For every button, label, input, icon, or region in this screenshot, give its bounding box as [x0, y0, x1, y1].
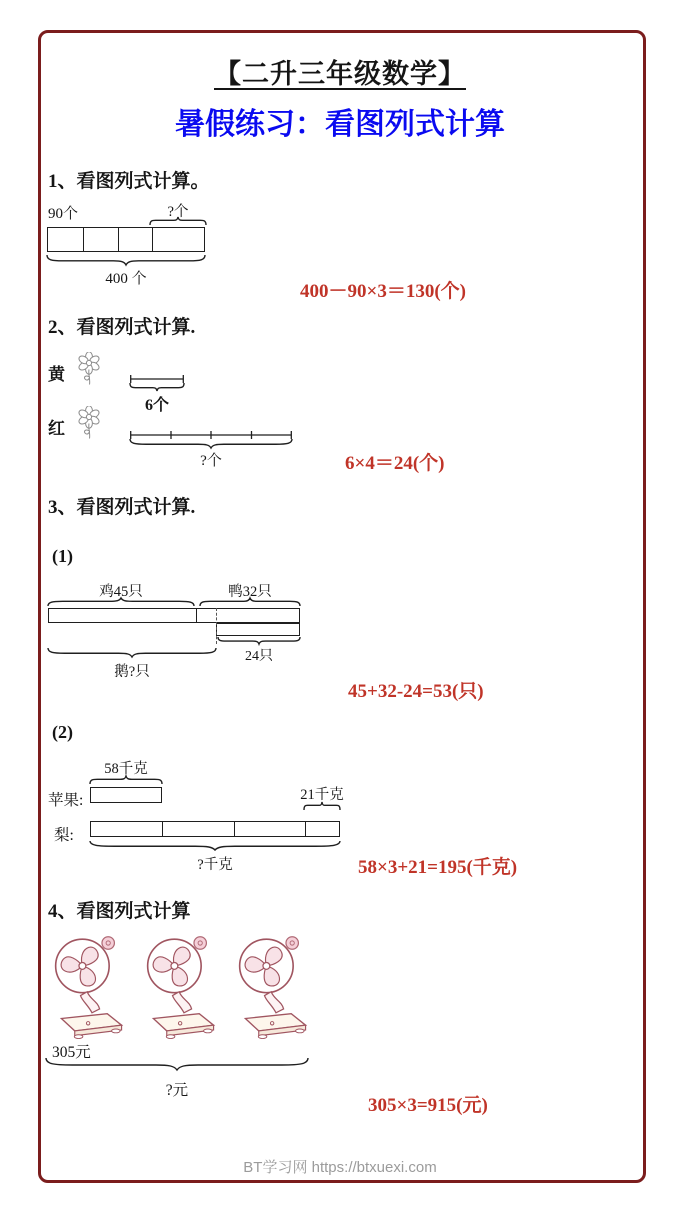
- page-subtitle: 暑假练习：看图列式计算: [175, 108, 505, 141]
- q2-yellow-label: 黄: [48, 365, 65, 384]
- q3-duck-label: 鸭32只: [228, 584, 272, 600]
- q3-goose-under-brace: [48, 648, 216, 657]
- q3-top-bar: [48, 608, 300, 623]
- q3-apple-weight-label: 58千克: [104, 761, 148, 777]
- q1-heading: 1、看图列式计算。: [48, 171, 210, 192]
- q3-pear-bar: [90, 821, 340, 837]
- q2-heading: 2、看图列式计算.: [48, 317, 196, 338]
- q3-diff-under-brace: [218, 637, 300, 644]
- q2-count-label: 6个: [144, 397, 169, 414]
- q3-part1-answer: 45+32-24=53(只): [348, 681, 484, 702]
- page-title: 【二升三年级数学】: [214, 59, 466, 89]
- q1-bar-divider: [118, 227, 119, 252]
- q3-pear-name-label: 梨:: [54, 827, 74, 844]
- q3-apple-name-label: 苹果:: [48, 792, 84, 809]
- q4-price-label: 305元: [52, 1044, 91, 1061]
- q4-under-brace: [46, 1058, 308, 1070]
- q2-red-label: 红: [48, 419, 65, 438]
- q3-diff-bar: [216, 623, 300, 636]
- q3-heading: 3、看图列式计算.: [48, 497, 196, 518]
- q4-unknown-label: ?元: [165, 1082, 189, 1099]
- q3-part1-diagram: [46, 578, 316, 680]
- q3-extra-over-brace: [304, 802, 340, 810]
- fan-icon: [232, 932, 318, 1040]
- q3-top-bar-divider: [196, 608, 197, 623]
- q3-apple-bar: [90, 787, 162, 803]
- q3-pear-bar-divider: [234, 821, 235, 837]
- q1-bar-divider: [152, 227, 153, 252]
- q3-part1-number: (1): [52, 546, 73, 566]
- red-flower-icon: [76, 406, 102, 440]
- q1-under-brace: [47, 255, 205, 265]
- q1-bar-divider: [83, 227, 84, 252]
- q3-pear-bar-divider: [305, 821, 306, 837]
- q3-duck-over-brace: [200, 598, 300, 606]
- q1-answer: 400－90×3＝130(个): [300, 281, 466, 302]
- q3-apple-over-brace: [90, 776, 162, 784]
- q1-diagram: [46, 202, 276, 286]
- q4-diagram: [44, 928, 374, 1103]
- q1-strip-bar: [47, 227, 205, 252]
- q1-unknown-label: ?个: [167, 204, 189, 220]
- q3-dashed-guide-line: [216, 608, 217, 644]
- q1-segment-label: 90个: [48, 206, 79, 222]
- q3-part2-answer: 58×3+21=195(千克): [358, 857, 518, 878]
- q2-diagram: [46, 352, 316, 474]
- fan-icon: [48, 932, 134, 1040]
- q3-part2-diagram: [46, 755, 366, 875]
- q4-heading: 4、看图列式计算: [48, 901, 191, 922]
- q2-unknown-label: ?个: [200, 453, 222, 469]
- q3-chicken-over-brace: [48, 598, 194, 606]
- q3-chicken-label: 鸡45只: [99, 584, 143, 600]
- q3-pear-under-brace: [90, 841, 340, 850]
- q2-answer: 6×4＝24(个): [345, 453, 445, 474]
- q2-count-under-brace: [130, 383, 184, 391]
- yellow-flower-icon: [76, 352, 102, 386]
- q3-goose-label: 鹅?只: [114, 664, 150, 680]
- q3-diff-label: 24只: [245, 649, 273, 664]
- q4-answer: 305×3=915(元): [368, 1095, 488, 1116]
- q1-total-label: 400 个: [105, 271, 147, 287]
- q2-unknown-under-brace: [130, 439, 292, 448]
- fan-icon: [140, 932, 226, 1040]
- q1-over-brace: [150, 217, 206, 225]
- q3-part2-number: (2): [52, 722, 73, 742]
- q3-pear-bar-divider: [162, 821, 163, 837]
- q3-pear-unknown-label: ?千克: [197, 857, 233, 873]
- site-footer: BT学习网 https://btxuexi.com: [243, 1159, 437, 1176]
- q3-extra-weight-label: 21千克: [300, 787, 344, 803]
